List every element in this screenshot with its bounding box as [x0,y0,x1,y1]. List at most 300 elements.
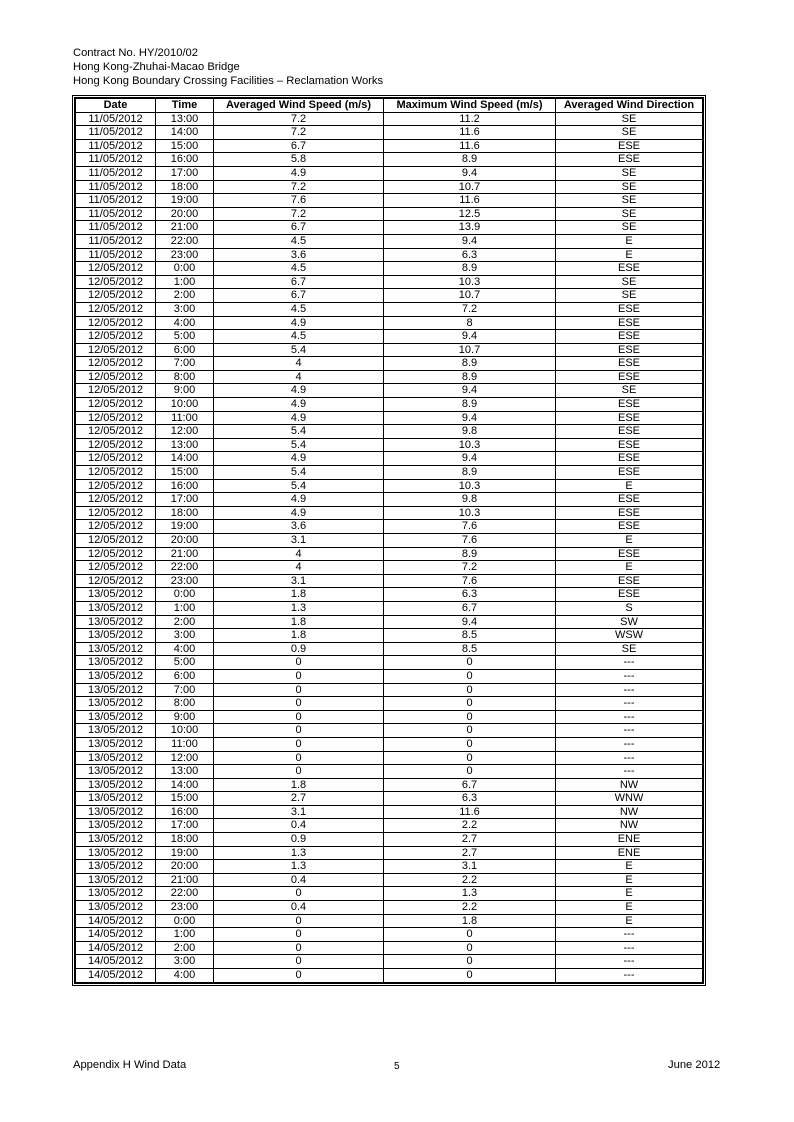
cell-max-speed: 0 [384,969,556,983]
cell-max-speed: 10.7 [384,343,556,357]
footer-date: June 2012 [668,1059,721,1071]
cell-time: 1:00 [156,275,214,289]
table-row [76,574,703,588]
cell-time: 4:00 [156,969,214,983]
cell-avg-speed: 4.9 [214,506,384,520]
cell-max-speed: 11.6 [384,805,556,819]
table-row [76,683,703,697]
cell-date: 12/05/2012 [76,275,156,289]
cell-direction: E [556,887,703,901]
cell-direction: SE [556,384,703,398]
cell-max-speed: 10.3 [384,438,556,452]
cell-time: 22:00 [156,887,214,901]
cell-date: 11/05/2012 [76,112,156,126]
cell-time: 15:00 [156,139,214,153]
cell-direction: E [556,561,703,575]
cell-time: 12:00 [156,751,214,765]
cell-max-speed: 9.4 [384,384,556,398]
cell-date: 13/05/2012 [76,629,156,643]
cell-max-speed: 8.9 [384,370,556,384]
cell-avg-speed: 1.8 [214,629,384,643]
table-row [76,275,703,289]
cell-time: 4:00 [156,642,214,656]
cell-date: 12/05/2012 [76,561,156,575]
cell-avg-speed: 2.7 [214,792,384,806]
cell-avg-speed: 1.8 [214,615,384,629]
cell-max-speed: 9.4 [384,411,556,425]
cell-max-speed: 11.6 [384,194,556,208]
cell-date: 13/05/2012 [76,887,156,901]
table-row [76,139,703,153]
cell-direction: ESE [556,520,703,534]
cell-direction: --- [556,710,703,724]
cell-max-speed: 8.9 [384,357,556,371]
table-row [76,207,703,221]
cell-max-speed: 2.7 [384,846,556,860]
cell-date: 12/05/2012 [76,357,156,371]
table-row [76,112,703,126]
cell-date: 13/05/2012 [76,833,156,847]
document-header [73,46,383,88]
cell-max-speed: 6.7 [384,601,556,615]
cell-date: 11/05/2012 [76,139,156,153]
table-row [76,805,703,819]
cell-avg-speed: 7.2 [214,112,384,126]
contract-number: Contract No. HY/2010/02 [73,47,198,59]
table-row [76,737,703,751]
cell-max-speed: 1.3 [384,887,556,901]
cell-max-speed: 0 [384,955,556,969]
cell-date: 13/05/2012 [76,846,156,860]
table-row [76,561,703,575]
cell-date: 12/05/2012 [76,520,156,534]
cell-date: 12/05/2012 [76,411,156,425]
cell-max-speed: 9.4 [384,166,556,180]
table-row [76,221,703,235]
cell-date: 12/05/2012 [76,466,156,480]
cell-max-speed: 7.2 [384,302,556,316]
table-row [76,833,703,847]
cell-date: 14/05/2012 [76,928,156,942]
cell-time: 22:00 [156,561,214,575]
table-row [76,126,703,140]
table-row [76,316,703,330]
cell-date: 13/05/2012 [76,724,156,738]
cell-date: 12/05/2012 [76,479,156,493]
cell-avg-speed: 0 [214,765,384,779]
table-row [76,262,703,276]
cell-time: 0:00 [156,262,214,276]
cell-direction: SE [556,221,703,235]
cell-direction: --- [556,724,703,738]
works-title: Hong Kong Boundary Crossing Facilities – Reclamation Works [73,75,384,87]
cell-time: 2:00 [156,615,214,629]
cell-direction: --- [556,941,703,955]
cell-time: 17:00 [156,819,214,833]
cell-direction: S [556,601,703,615]
cell-date: 13/05/2012 [76,805,156,819]
cell-max-speed: 7.6 [384,574,556,588]
table-row [76,642,703,656]
table-row [76,479,703,493]
cell-avg-speed: 4.9 [214,493,384,507]
cell-time: 21:00 [156,221,214,235]
table-row [76,330,703,344]
cell-time: 9:00 [156,384,214,398]
cell-time: 20:00 [156,534,214,548]
cell-direction: ESE [556,425,703,439]
cell-time: 8:00 [156,697,214,711]
cell-avg-speed: 4.5 [214,302,384,316]
cell-direction: SE [556,642,703,656]
cell-date: 12/05/2012 [76,493,156,507]
cell-direction: NW [556,778,703,792]
table-row [76,384,703,398]
cell-direction: --- [556,697,703,711]
cell-date: 12/05/2012 [76,452,156,466]
cell-max-speed: 6.3 [384,588,556,602]
table-row [76,248,703,262]
cell-date: 13/05/2012 [76,656,156,670]
cell-max-speed: 11.2 [384,112,556,126]
cell-direction: --- [556,955,703,969]
cell-time: 17:00 [156,166,214,180]
cell-max-speed: 0 [384,656,556,670]
cell-max-speed: 9.4 [384,452,556,466]
table-row [76,941,703,955]
table-row [76,234,703,248]
cell-max-speed: 11.6 [384,139,556,153]
cell-date: 13/05/2012 [76,819,156,833]
cell-direction: --- [556,751,703,765]
cell-direction: NW [556,805,703,819]
cell-time: 12:00 [156,425,214,439]
cell-max-speed: 0 [384,941,556,955]
cell-max-speed: 7.6 [384,534,556,548]
table-row [76,601,703,615]
cell-avg-speed: 7.2 [214,126,384,140]
cell-time: 19:00 [156,194,214,208]
cell-avg-speed: 0 [214,969,384,983]
cell-avg-speed: 0 [214,751,384,765]
cell-direction: --- [556,928,703,942]
cell-avg-speed: 3.1 [214,574,384,588]
cell-max-speed: 3.1 [384,860,556,874]
cell-avg-speed: 0 [214,928,384,942]
cell-max-speed: 8.5 [384,642,556,656]
cell-date: 13/05/2012 [76,669,156,683]
cell-direction: SE [556,207,703,221]
cell-max-speed: 10.3 [384,275,556,289]
cell-date: 12/05/2012 [76,262,156,276]
cell-date: 13/05/2012 [76,615,156,629]
cell-avg-speed: 4.9 [214,452,384,466]
cell-time: 10:00 [156,398,214,412]
cell-max-speed: 11.6 [384,126,556,140]
cell-avg-speed: 7.6 [214,194,384,208]
cell-direction: E [556,248,703,262]
wind-data-table-frame [72,95,706,986]
table-row [76,765,703,779]
table-row [76,466,703,480]
table-row [76,194,703,208]
cell-direction: ESE [556,262,703,276]
cell-direction: E [556,901,703,915]
cell-avg-speed: 0 [214,656,384,670]
cell-max-speed: 0 [384,724,556,738]
table-row [76,438,703,452]
cell-avg-speed: 0 [214,887,384,901]
cell-time: 13:00 [156,765,214,779]
cell-avg-speed: 0 [214,955,384,969]
table-row [76,887,703,901]
cell-date: 13/05/2012 [76,778,156,792]
cell-date: 14/05/2012 [76,955,156,969]
cell-direction: SE [556,194,703,208]
cell-date: 12/05/2012 [76,574,156,588]
cell-date: 13/05/2012 [76,765,156,779]
cell-time: 9:00 [156,710,214,724]
cell-time: 5:00 [156,656,214,670]
cell-date: 12/05/2012 [76,438,156,452]
cell-time: 14:00 [156,778,214,792]
cell-direction: WSW [556,629,703,643]
cell-time: 6:00 [156,343,214,357]
cell-date: 11/05/2012 [76,234,156,248]
cell-direction: E [556,234,703,248]
cell-max-speed: 6.3 [384,792,556,806]
cell-direction: SE [556,126,703,140]
cell-avg-speed: 0 [214,724,384,738]
cell-avg-speed: 5.8 [214,153,384,167]
cell-time: 8:00 [156,370,214,384]
cell-avg-speed: 0.9 [214,833,384,847]
table-row [76,534,703,548]
cell-avg-speed: 5.4 [214,438,384,452]
cell-direction: ESE [556,316,703,330]
cell-direction: --- [556,669,703,683]
cell-direction: ESE [556,357,703,371]
cell-avg-speed: 3.6 [214,248,384,262]
cell-avg-speed: 0 [214,697,384,711]
cell-direction: ESE [556,493,703,507]
project-name: Hong Kong-Zhuhai-Macao Bridge [73,61,240,73]
cell-avg-speed: 0 [214,737,384,751]
cell-time: 15:00 [156,792,214,806]
table-row [76,778,703,792]
cell-time: 3:00 [156,302,214,316]
cell-date: 12/05/2012 [76,506,156,520]
cell-date: 13/05/2012 [76,642,156,656]
cell-max-speed: 8.9 [384,466,556,480]
cell-max-speed: 10.7 [384,180,556,194]
cell-avg-speed: 1.3 [214,601,384,615]
cell-direction: SE [556,289,703,303]
cell-avg-speed: 1.3 [214,860,384,874]
cell-avg-speed: 4.9 [214,398,384,412]
cell-direction: ESE [556,370,703,384]
cell-max-speed: 0 [384,765,556,779]
cell-max-speed: 0 [384,737,556,751]
cell-avg-speed: 1.3 [214,846,384,860]
cell-time: 21:00 [156,873,214,887]
cell-time: 3:00 [156,629,214,643]
cell-date: 13/05/2012 [76,751,156,765]
cell-time: 19:00 [156,520,214,534]
cell-date: 13/05/2012 [76,697,156,711]
cell-time: 1:00 [156,928,214,942]
cell-time: 14:00 [156,126,214,140]
cell-date: 12/05/2012 [76,384,156,398]
table-row [76,955,703,969]
table-row [76,302,703,316]
cell-time: 20:00 [156,860,214,874]
table-row [76,629,703,643]
cell-direction: ENE [556,846,703,860]
table-row [76,669,703,683]
cell-avg-speed: 4.5 [214,262,384,276]
table-row [76,846,703,860]
cell-max-speed: 8.9 [384,262,556,276]
cell-date: 13/05/2012 [76,901,156,915]
cell-time: 16:00 [156,153,214,167]
cell-avg-speed: 0 [214,914,384,928]
cell-date: 12/05/2012 [76,547,156,561]
cell-direction: ESE [556,139,703,153]
table-row [76,914,703,928]
cell-time: 23:00 [156,574,214,588]
cell-max-speed: 7.6 [384,520,556,534]
table-row [76,792,703,806]
cell-direction: ESE [556,452,703,466]
table-row [76,710,703,724]
cell-max-speed: 10.3 [384,506,556,520]
cell-direction: SE [556,166,703,180]
cell-max-speed: 6.3 [384,248,556,262]
column-header-time: Time [156,99,214,113]
cell-time: 11:00 [156,737,214,751]
cell-direction: ESE [556,574,703,588]
cell-max-speed: 9.8 [384,493,556,507]
cell-direction: SE [556,112,703,126]
cell-time: 22:00 [156,234,214,248]
cell-time: 17:00 [156,493,214,507]
cell-time: 0:00 [156,588,214,602]
cell-time: 4:00 [156,316,214,330]
cell-direction: SW [556,615,703,629]
cell-max-speed: 0 [384,683,556,697]
cell-max-speed: 0 [384,697,556,711]
cell-avg-speed: 4.9 [214,384,384,398]
cell-max-speed: 2.2 [384,873,556,887]
cell-date: 13/05/2012 [76,873,156,887]
cell-avg-speed: 0 [214,669,384,683]
cell-avg-speed: 4 [214,547,384,561]
table-row [76,452,703,466]
cell-time: 3:00 [156,955,214,969]
cell-direction: WNW [556,792,703,806]
cell-date: 12/05/2012 [76,316,156,330]
cell-avg-speed: 4.5 [214,330,384,344]
cell-avg-speed: 7.2 [214,180,384,194]
cell-time: 7:00 [156,683,214,697]
table-row [76,547,703,561]
column-header-max-speed: Maximum Wind Speed (m/s) [384,99,556,113]
column-header-date: Date [76,99,156,113]
cell-date: 11/05/2012 [76,194,156,208]
cell-date: 14/05/2012 [76,914,156,928]
cell-avg-speed: 1.8 [214,588,384,602]
cell-time: 0:00 [156,914,214,928]
cell-date: 12/05/2012 [76,425,156,439]
cell-date: 13/05/2012 [76,601,156,615]
cell-avg-speed: 6.7 [214,289,384,303]
table-row [76,615,703,629]
cell-date: 11/05/2012 [76,180,156,194]
cell-direction: --- [556,969,703,983]
cell-direction: ESE [556,438,703,452]
cell-direction: E [556,860,703,874]
cell-avg-speed: 4 [214,357,384,371]
cell-time: 18:00 [156,833,214,847]
cell-max-speed: 2.2 [384,901,556,915]
cell-avg-speed: 0.9 [214,642,384,656]
cell-time: 21:00 [156,547,214,561]
cell-date: 13/05/2012 [76,710,156,724]
cell-max-speed: 12.5 [384,207,556,221]
table-row [76,656,703,670]
cell-max-speed: 9.8 [384,425,556,439]
cell-date: 11/05/2012 [76,153,156,167]
cell-direction: ESE [556,506,703,520]
cell-max-speed: 8.9 [384,153,556,167]
cell-max-speed: 10.7 [384,289,556,303]
cell-date: 13/05/2012 [76,588,156,602]
table-row [76,969,703,983]
cell-direction: SE [556,275,703,289]
cell-date: 11/05/2012 [76,166,156,180]
cell-max-speed: 0 [384,710,556,724]
table-row [76,873,703,887]
cell-date: 12/05/2012 [76,330,156,344]
cell-max-speed: 1.8 [384,914,556,928]
cell-direction: ESE [556,330,703,344]
table-body [76,112,703,982]
cell-avg-speed: 5.4 [214,479,384,493]
cell-direction: --- [556,737,703,751]
table-row [76,520,703,534]
table-row [76,343,703,357]
cell-max-speed: 7.2 [384,561,556,575]
cell-avg-speed: 5.4 [214,466,384,480]
cell-direction: ESE [556,343,703,357]
cell-avg-speed: 4.9 [214,316,384,330]
cell-max-speed: 8.9 [384,547,556,561]
cell-time: 15:00 [156,466,214,480]
cell-max-speed: 2.2 [384,819,556,833]
table-row [76,166,703,180]
cell-max-speed: 8.9 [384,398,556,412]
cell-avg-speed: 0.4 [214,873,384,887]
cell-direction: SE [556,180,703,194]
cell-date: 12/05/2012 [76,534,156,548]
table-row [76,153,703,167]
cell-avg-speed: 3.6 [214,520,384,534]
cell-direction: --- [556,765,703,779]
cell-max-speed: 9.4 [384,234,556,248]
cell-avg-speed: 0.4 [214,901,384,915]
cell-avg-speed: 0 [214,683,384,697]
